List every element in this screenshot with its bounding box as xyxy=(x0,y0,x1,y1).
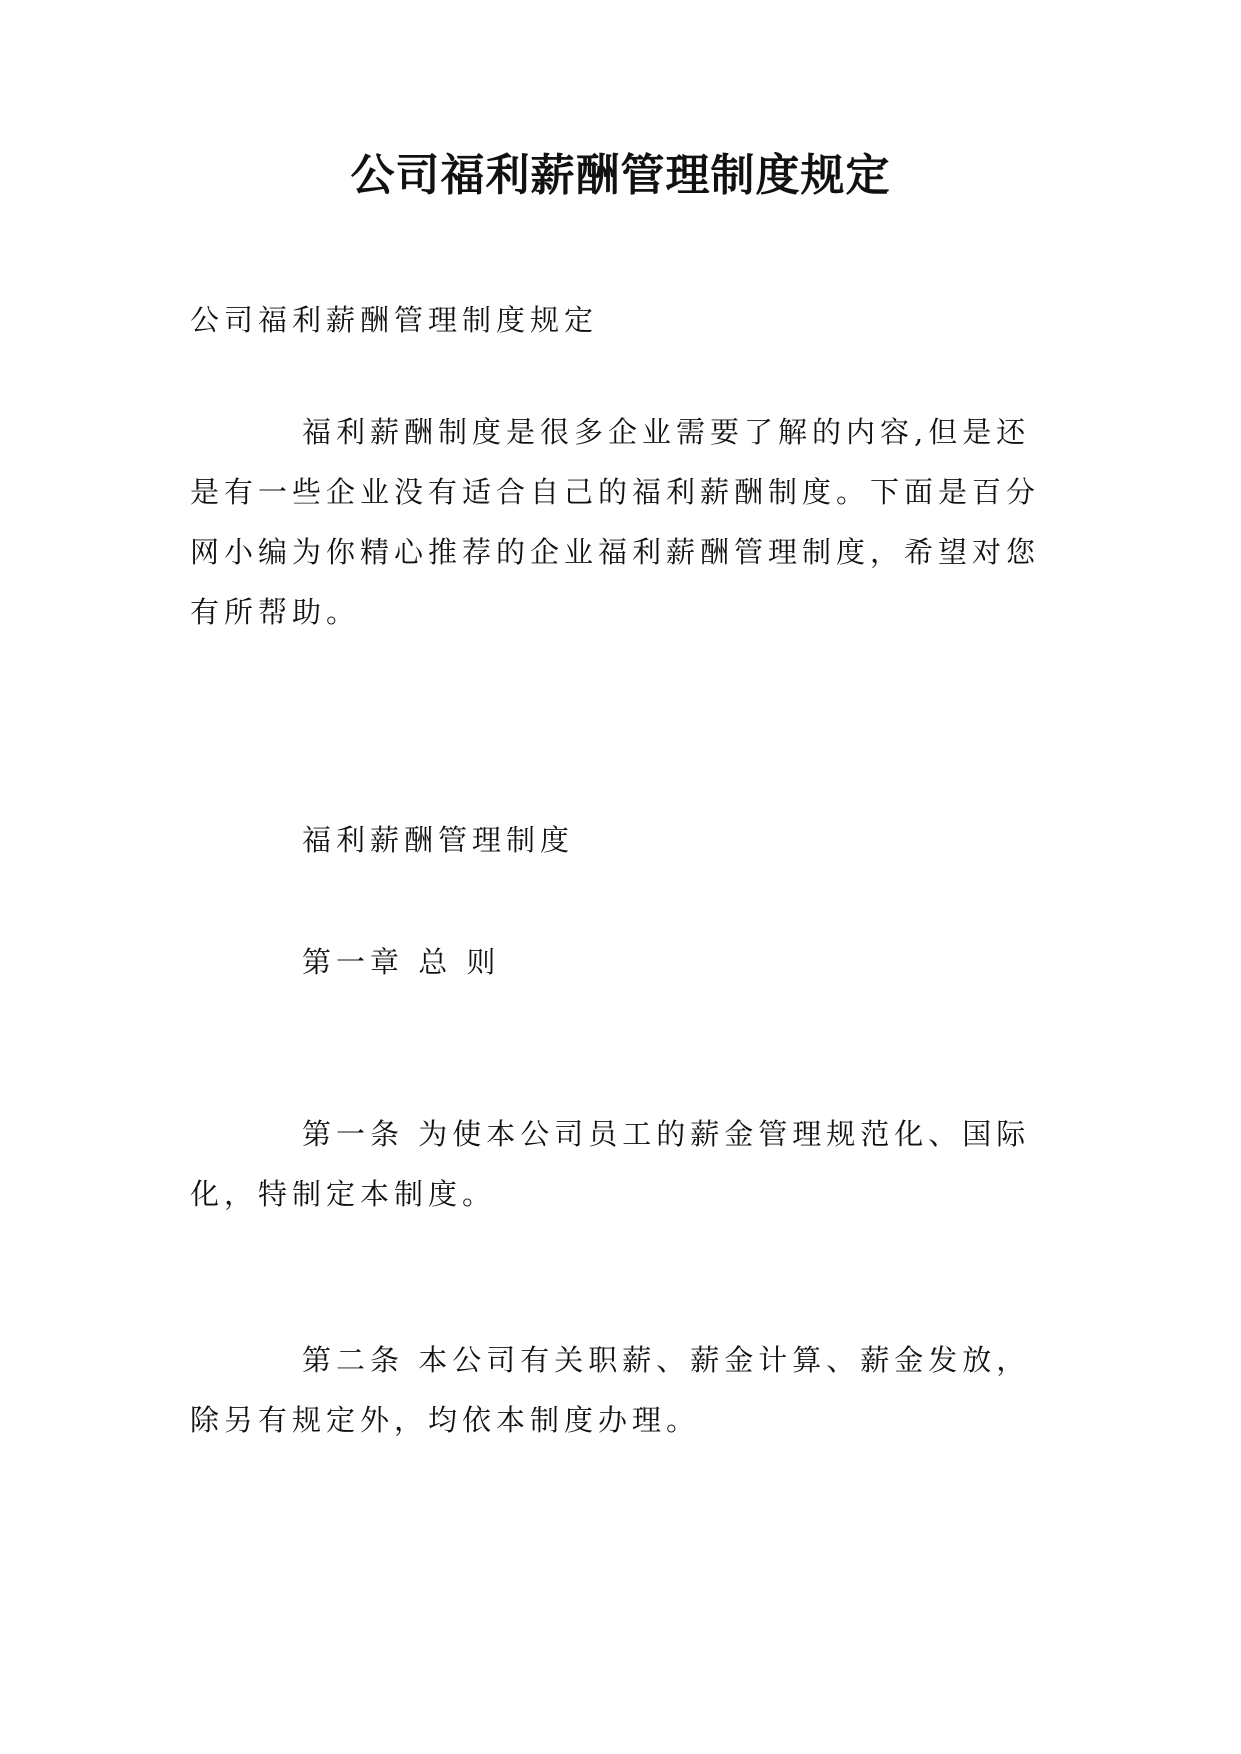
intro-paragraph: 福利薪酬制度是很多企业需要了解的内容,但是还是有一些企业没有适合自己的福利薪酬制度。下面是百分网小编为你精心推荐的企业福利薪酬管理制度，希望对您有所帮助。 xyxy=(190,415,1041,629)
chapter-title: 第一章 总 则 xyxy=(302,945,501,979)
section-title: 福利薪酬管理制度 xyxy=(302,823,575,857)
article-1-paragraph: 第一条 为使本公司员工的薪金管理规范化、国际化，特制定本制度。 xyxy=(190,1117,1031,1211)
document-title: 公司福利薪酬管理制度规定 xyxy=(350,150,891,201)
article-2-paragraph: 第二条 本公司有关职薪、薪金计算、薪金发放，除另有规定外，均依本制度办理。 xyxy=(190,1343,1031,1437)
document-subtitle: 公司福利薪酬管理制度规定 xyxy=(190,303,599,337)
